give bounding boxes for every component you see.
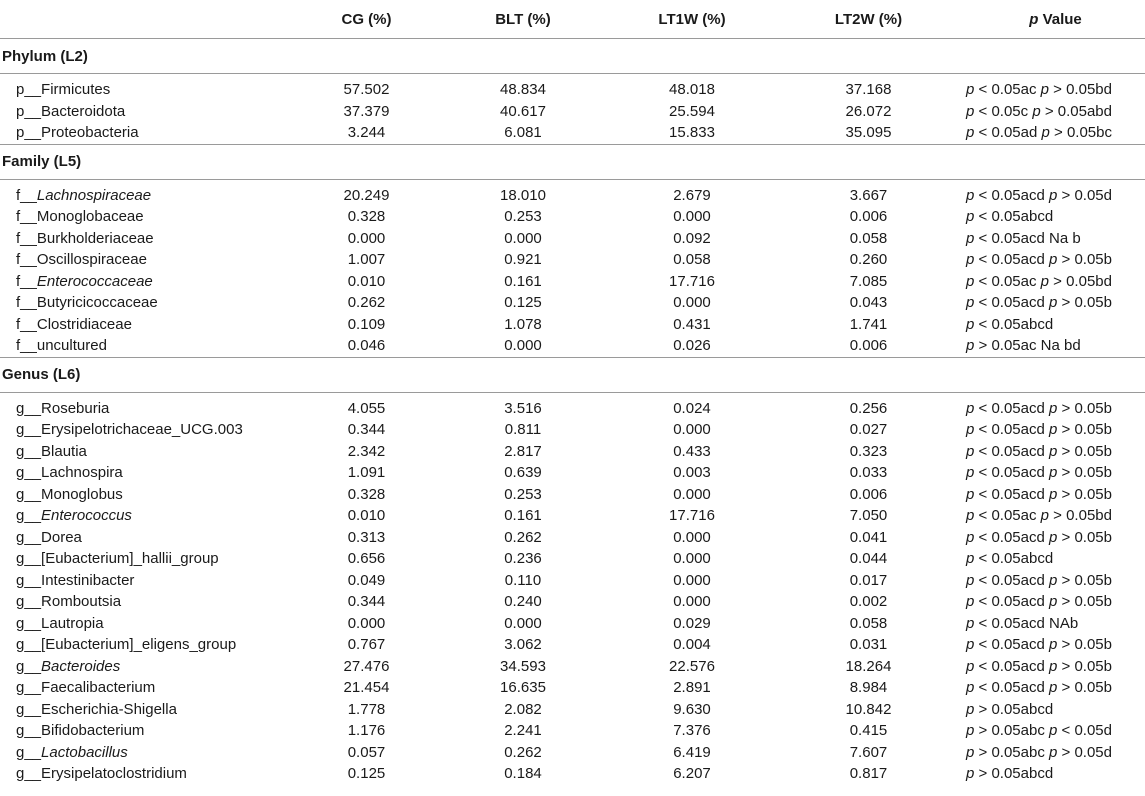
- value-blt: 0.253: [504, 485, 542, 503]
- taxon-name: Butyricicoccaceae: [36, 294, 158, 311]
- value-lt1w: 0.003: [673, 464, 711, 481]
- value-lt2w: 0.256: [849, 399, 888, 417]
- taxon-name: Romboutsia: [41, 593, 122, 610]
- value-cg: 1.091: [347, 464, 386, 481]
- value-blt: 0.262: [504, 528, 542, 546]
- value-blt: 0.161: [504, 272, 542, 290]
- taxon-prefix: g__: [16, 507, 42, 524]
- taxon-prefix: g__: [16, 743, 42, 761]
- taxon-prefix: g__: [16, 657, 42, 675]
- pvalue-cell: p < 0.05acd p > 0.05b: [966, 571, 1112, 589]
- value-lt1w: 17.716: [669, 507, 715, 524]
- table-row: [0, 656, 1145, 678]
- value-lt1w: 9.630: [673, 700, 711, 718]
- taxon-prefix: g__: [16, 679, 42, 696]
- value-cg: 20.249: [343, 186, 390, 204]
- taxon-cell: [0, 699, 300, 721]
- pvalue-cell: p < 0.05acd p > 0.05b: [966, 528, 1112, 546]
- header-lt2w: LT2W (%): [771, 0, 966, 39]
- table-row: [0, 101, 1145, 123]
- table-body: [0, 39, 1145, 785]
- pvalue-cell: p < 0.05abcd: [966, 550, 1054, 567]
- value-cg: 0.000: [347, 614, 386, 632]
- value-blt: 0.236: [504, 550, 542, 567]
- taxon-cell: [0, 548, 300, 570]
- value-lt1w: 0.000: [673, 485, 711, 503]
- value-cg: 1.778: [347, 700, 386, 718]
- taxon-name: Lactobacillus: [41, 743, 128, 761]
- header-pvalue-p: p: [1029, 10, 1039, 28]
- value-blt: 48.834: [500, 81, 546, 98]
- table-row: [0, 392, 1145, 419]
- taxon-cell: [0, 505, 300, 527]
- taxon-name: [Eubacterium]_hallii_group: [41, 550, 219, 567]
- taxon-name: Clostridiaceae: [36, 315, 132, 333]
- pvalue-cell: p > 0.05abc p > 0.05d: [966, 743, 1112, 761]
- taxon-cell: [0, 392, 300, 419]
- value-cg: 0.010: [347, 507, 386, 524]
- value-lt2w: 0.058: [849, 614, 888, 632]
- taxon-prefix: g__: [16, 550, 42, 567]
- table-row: [0, 570, 1145, 592]
- taxon-name: Faecalibacterium: [41, 679, 156, 696]
- pvalue-cell: p < 0.05c p > 0.05abd: [966, 102, 1112, 120]
- value-cg: 0.328: [347, 485, 386, 503]
- value-lt1w: 7.376: [673, 722, 711, 739]
- value-lt1w: 22.576: [669, 657, 715, 675]
- value-cg: 0.046: [347, 337, 386, 354]
- pvalue-cell: p < 0.05ac p > 0.05bd: [966, 272, 1112, 290]
- value-cg: 0.344: [347, 421, 386, 438]
- table-row: [0, 742, 1145, 764]
- taxon-cell: [0, 677, 300, 699]
- section-title: Genus (L6): [0, 357, 1145, 392]
- taxon-prefix: p__: [16, 102, 42, 120]
- value-lt1w: 0.026: [673, 337, 711, 354]
- value-blt: 0.253: [504, 208, 542, 225]
- value-cg: 37.379: [343, 102, 390, 120]
- table-row: [0, 548, 1145, 570]
- taxon-name: Monoglobus: [41, 485, 123, 503]
- pvalue-cell: p < 0.05acd p > 0.05d: [966, 186, 1112, 204]
- taxon-prefix: g__: [16, 442, 42, 460]
- value-blt: 0.921: [504, 251, 542, 268]
- taxon-prefix: g__: [16, 421, 42, 438]
- taxon-cell: [0, 419, 300, 441]
- value-blt: 0.184: [504, 765, 542, 782]
- pvalue-cell: p < 0.05ac p > 0.05bd: [966, 507, 1112, 524]
- taxon-name: Lachnospira: [41, 464, 123, 481]
- value-blt: 0.125: [504, 294, 542, 311]
- value-lt2w: 0.033: [849, 464, 888, 481]
- taxon-cell: [0, 228, 300, 250]
- value-lt1w: 0.000: [673, 550, 711, 567]
- table-row: [0, 720, 1145, 742]
- taxon-name: Lachnospiraceae: [36, 186, 152, 204]
- taxon-cell: [0, 74, 300, 101]
- pvalue-cell: p < 0.05ac p > 0.05bd: [966, 81, 1112, 98]
- value-lt2w: 0.817: [849, 765, 888, 782]
- taxon-cell: [0, 570, 300, 592]
- value-lt2w: 7.607: [849, 743, 888, 761]
- pvalue-cell: p < 0.05acd p > 0.05b: [966, 593, 1112, 610]
- taxon-prefix: g__: [16, 700, 42, 718]
- section-title: Family (L5): [0, 144, 1145, 179]
- taxon-prefix: f__: [16, 272, 37, 290]
- value-lt2w: 10.842: [845, 700, 892, 718]
- taxon-cell: [0, 613, 300, 635]
- taxon-name: Enterococcaceae: [36, 272, 153, 290]
- value-blt: 2.082: [504, 700, 542, 718]
- value-lt2w: 0.006: [849, 337, 888, 354]
- table-row: [0, 527, 1145, 549]
- table-row: [0, 419, 1145, 441]
- section-row: [0, 144, 1145, 179]
- value-lt1w: 0.433: [673, 442, 711, 460]
- value-lt1w: 0.029: [673, 614, 711, 632]
- taxon-name: Roseburia: [41, 399, 110, 417]
- value-lt2w: 8.984: [849, 679, 888, 696]
- value-lt1w: 0.000: [673, 571, 711, 589]
- value-cg: 0.010: [347, 272, 386, 290]
- value-blt: 2.241: [504, 722, 542, 739]
- taxon-name: Blautia: [41, 442, 87, 460]
- table-row: [0, 228, 1145, 250]
- value-lt1w: 2.891: [673, 679, 711, 696]
- taxon-name: Bacteroidota: [41, 102, 126, 120]
- value-cg: 0.057: [347, 743, 386, 761]
- value-cg: 3.244: [347, 124, 386, 141]
- taxon-name: uncultured: [36, 337, 107, 354]
- pvalue-cell: p > 0.05abcd: [966, 765, 1054, 782]
- value-cg: 0.049: [347, 571, 386, 589]
- value-lt1w: 6.419: [673, 743, 711, 761]
- table-row: [0, 462, 1145, 484]
- taxon-prefix: g__: [16, 636, 42, 653]
- taxon-prefix: g__: [16, 485, 42, 503]
- value-lt2w: 0.017: [849, 571, 888, 589]
- value-lt2w: 0.260: [849, 251, 888, 268]
- taxon-name: Proteobacteria: [41, 124, 139, 141]
- value-lt1w: 2.679: [673, 186, 711, 204]
- header-taxon: [0, 0, 300, 39]
- pvalue-cell: p < 0.05acd p > 0.05b: [966, 294, 1112, 311]
- pvalue-cell: p < 0.05acd p > 0.05b: [966, 399, 1112, 417]
- value-cg: 0.656: [347, 550, 386, 567]
- value-blt: 16.635: [500, 679, 546, 696]
- value-cg: 0.767: [347, 636, 386, 653]
- value-blt: 0.262: [504, 743, 542, 761]
- value-blt: 0.000: [504, 229, 542, 247]
- pvalue-cell: p < 0.05acd p > 0.05b: [966, 251, 1112, 268]
- taxon-name: Enterococcus: [41, 507, 132, 524]
- table-row: [0, 699, 1145, 721]
- value-lt1w: 17.716: [669, 272, 715, 290]
- value-blt: 0.639: [504, 464, 542, 481]
- value-cg: 0.262: [347, 294, 386, 311]
- table-row: [0, 441, 1145, 463]
- taxon-cell: [0, 271, 300, 293]
- value-lt2w: 37.168: [845, 81, 892, 98]
- value-blt: 0.110: [504, 571, 542, 589]
- table-row: [0, 505, 1145, 527]
- taxon-prefix: g__: [16, 571, 42, 589]
- taxon-cell: [0, 527, 300, 549]
- taxon-name: Erysipelatoclostridium: [41, 765, 187, 782]
- value-lt1w: 0.092: [673, 229, 711, 247]
- value-lt2w: 0.002: [849, 593, 888, 610]
- taxon-cell: [0, 720, 300, 742]
- taxon-cell: [0, 441, 300, 463]
- taxon-cell: [0, 634, 300, 656]
- value-cg: 0.000: [347, 229, 386, 247]
- table-row: [0, 179, 1145, 206]
- value-lt1w: 0.000: [673, 528, 711, 546]
- taxon-name: Monoglobaceae: [36, 208, 144, 225]
- taxon-cell: [0, 335, 300, 357]
- header-pvalue: [966, 0, 1145, 39]
- table-row: [0, 763, 1145, 785]
- taxon-name: Bifidobacterium: [41, 722, 145, 739]
- table-row: [0, 613, 1145, 635]
- taxon-cell: [0, 122, 300, 144]
- taxon-cell: [0, 462, 300, 484]
- value-lt2w: 7.085: [849, 272, 888, 290]
- value-blt: 40.617: [500, 102, 546, 120]
- pvalue-cell: p < 0.05acd p > 0.05b: [966, 657, 1112, 675]
- value-lt1w: 0.000: [673, 421, 711, 438]
- value-lt1w: 0.058: [673, 251, 711, 268]
- taxon-cell: [0, 179, 300, 206]
- value-blt: 0.000: [504, 337, 542, 354]
- header-lt1w: LT1W (%): [613, 0, 771, 39]
- value-lt1w: 0.431: [673, 315, 711, 333]
- pvalue-cell: p < 0.05acd NAb: [966, 614, 1079, 632]
- value-lt1w: 0.000: [673, 208, 711, 225]
- value-blt: 1.078: [504, 315, 542, 333]
- table-row: [0, 122, 1145, 144]
- taxon-prefix: f__: [16, 337, 37, 354]
- value-lt2w: 0.044: [849, 550, 888, 567]
- value-blt: 3.062: [504, 636, 542, 653]
- taxon-prefix: g__: [16, 614, 42, 632]
- value-lt2w: 3.667: [849, 186, 888, 204]
- value-blt: 0.000: [504, 614, 542, 632]
- section-row: [0, 39, 1145, 74]
- value-lt1w: 0.004: [673, 636, 711, 653]
- taxon-prefix: g__: [16, 722, 42, 739]
- taxon-name: Erysipelotrichaceae_UCG.003: [41, 421, 243, 438]
- taxon-prefix: f__: [16, 229, 37, 247]
- value-cg: 0.313: [347, 528, 386, 546]
- taxon-prefix: f__: [16, 294, 37, 311]
- taxon-prefix: g__: [16, 765, 42, 782]
- section-title: Phylum (L2): [0, 39, 1145, 74]
- value-cg: 4.055: [347, 399, 386, 417]
- table-row: [0, 591, 1145, 613]
- value-cg: 2.342: [347, 442, 386, 460]
- value-lt2w: 18.264: [845, 657, 892, 675]
- section-row: [0, 357, 1145, 392]
- taxon-cell: [0, 314, 300, 336]
- header-row: [0, 0, 1145, 39]
- taxon-prefix: f__: [16, 251, 37, 268]
- value-cg: 0.328: [347, 208, 386, 225]
- pvalue-cell: p > 0.05abc p < 0.05d: [966, 722, 1112, 739]
- taxon-cell: [0, 206, 300, 228]
- value-lt2w: 0.041: [849, 528, 888, 546]
- pvalue-cell: p < 0.05acd p > 0.05b: [966, 442, 1112, 460]
- value-lt2w: 1.741: [849, 315, 888, 333]
- taxon-prefix: g__: [16, 593, 42, 610]
- value-cg: 0.344: [347, 593, 386, 610]
- value-cg: 0.125: [347, 765, 386, 782]
- value-lt1w: 0.024: [673, 399, 711, 417]
- taxon-prefix: g__: [16, 528, 42, 546]
- table-row: [0, 634, 1145, 656]
- value-blt: 2.817: [504, 442, 542, 460]
- table-row: [0, 271, 1145, 293]
- value-lt2w: 0.415: [849, 722, 888, 739]
- taxon-cell: [0, 292, 300, 314]
- taxon-prefix: f__: [16, 186, 37, 204]
- header-cg: CG (%): [300, 0, 433, 39]
- value-cg: 1.007: [347, 251, 386, 268]
- taxon-name: Escherichia-Shigella: [41, 700, 177, 718]
- value-blt: 18.010: [500, 186, 546, 204]
- table-row: [0, 677, 1145, 699]
- value-lt2w: 0.027: [849, 421, 888, 438]
- value-lt2w: 0.006: [849, 208, 888, 225]
- pvalue-cell: p < 0.05abcd: [966, 315, 1054, 333]
- taxon-cell: [0, 763, 300, 785]
- taxon-cell: [0, 484, 300, 506]
- value-lt2w: 0.031: [849, 636, 888, 653]
- value-blt: 34.593: [500, 657, 546, 675]
- table-row: [0, 292, 1145, 314]
- taxon-name: Intestinibacter: [41, 571, 135, 589]
- pvalue-cell: p > 0.05abcd: [966, 700, 1054, 718]
- table-row: [0, 206, 1145, 228]
- pvalue-cell: p < 0.05acd p > 0.05b: [966, 485, 1112, 503]
- taxon-name: [Eubacterium]_eligens_group: [41, 636, 237, 653]
- value-cg: 27.476: [343, 657, 390, 675]
- taxon-cell: [0, 101, 300, 123]
- taxon-name: Dorea: [41, 528, 82, 546]
- value-lt1w: 0.000: [673, 593, 711, 610]
- value-lt2w: 26.072: [845, 102, 892, 120]
- taxon-prefix: g__: [16, 464, 42, 481]
- value-blt: 0.811: [504, 421, 542, 438]
- taxon-cell: [0, 656, 300, 678]
- value-lt1w: 15.833: [669, 124, 715, 141]
- value-cg: 1.176: [347, 722, 386, 739]
- value-lt1w: 48.018: [669, 81, 715, 98]
- table-row: [0, 335, 1145, 357]
- pvalue-cell: p < 0.05acd p > 0.05b: [966, 636, 1112, 653]
- value-lt1w: 25.594: [669, 102, 715, 120]
- taxon-name: Lautropia: [41, 614, 104, 632]
- value-blt: 3.516: [504, 399, 542, 417]
- value-lt2w: 0.043: [849, 294, 888, 311]
- table-row: [0, 249, 1145, 271]
- pvalue-cell: p < 0.05ad p > 0.05bc: [966, 124, 1112, 141]
- taxon-cell: [0, 591, 300, 613]
- taxon-prefix: g__: [16, 399, 42, 417]
- value-blt: 0.240: [504, 593, 542, 610]
- taxon-name: Firmicutes: [41, 81, 111, 98]
- taxon-cell: [0, 742, 300, 764]
- taxon-name: Oscillospiraceae: [36, 251, 147, 268]
- value-lt2w: 7.050: [849, 507, 888, 524]
- pvalue-cell: p < 0.05acd p > 0.05b: [966, 464, 1112, 481]
- header-blt: BLT (%): [433, 0, 613, 39]
- pvalue-cell: p < 0.05acd Na b: [966, 229, 1081, 247]
- value-blt: 6.081: [504, 124, 542, 141]
- value-lt2w: 35.095: [845, 124, 892, 141]
- taxon-prefix: f__: [16, 208, 37, 225]
- value-lt2w: 0.006: [849, 485, 888, 503]
- taxon-prefix: p__: [16, 81, 42, 98]
- pvalue-cell: p < 0.05acd p > 0.05b: [966, 421, 1112, 438]
- value-lt2w: 0.058: [849, 229, 888, 247]
- table-row: [0, 314, 1145, 336]
- taxon-prefix: f__: [16, 315, 37, 333]
- table-row: [0, 74, 1145, 101]
- taxon-name: Burkholderiaceae: [36, 229, 154, 247]
- pvalue-cell: p < 0.05abcd: [966, 208, 1054, 225]
- value-lt1w: 0.000: [673, 294, 711, 311]
- value-cg: 21.454: [343, 679, 390, 696]
- value-cg: 0.109: [347, 315, 386, 333]
- value-lt1w: 6.207: [673, 765, 711, 782]
- value-blt: 0.161: [504, 507, 542, 524]
- table-row: [0, 484, 1145, 506]
- taxon-cell: [0, 249, 300, 271]
- taxon-name: Bacteroides: [41, 657, 121, 675]
- value-cg: 57.502: [343, 81, 390, 98]
- pvalue-cell: p > 0.05ac Na bd: [966, 337, 1081, 354]
- taxon-prefix: p__: [16, 124, 42, 141]
- value-lt2w: 0.323: [849, 442, 888, 460]
- pvalue-cell: p < 0.05acd p > 0.05b: [966, 679, 1112, 696]
- header-pvalue-label: Value: [1038, 10, 1082, 28]
